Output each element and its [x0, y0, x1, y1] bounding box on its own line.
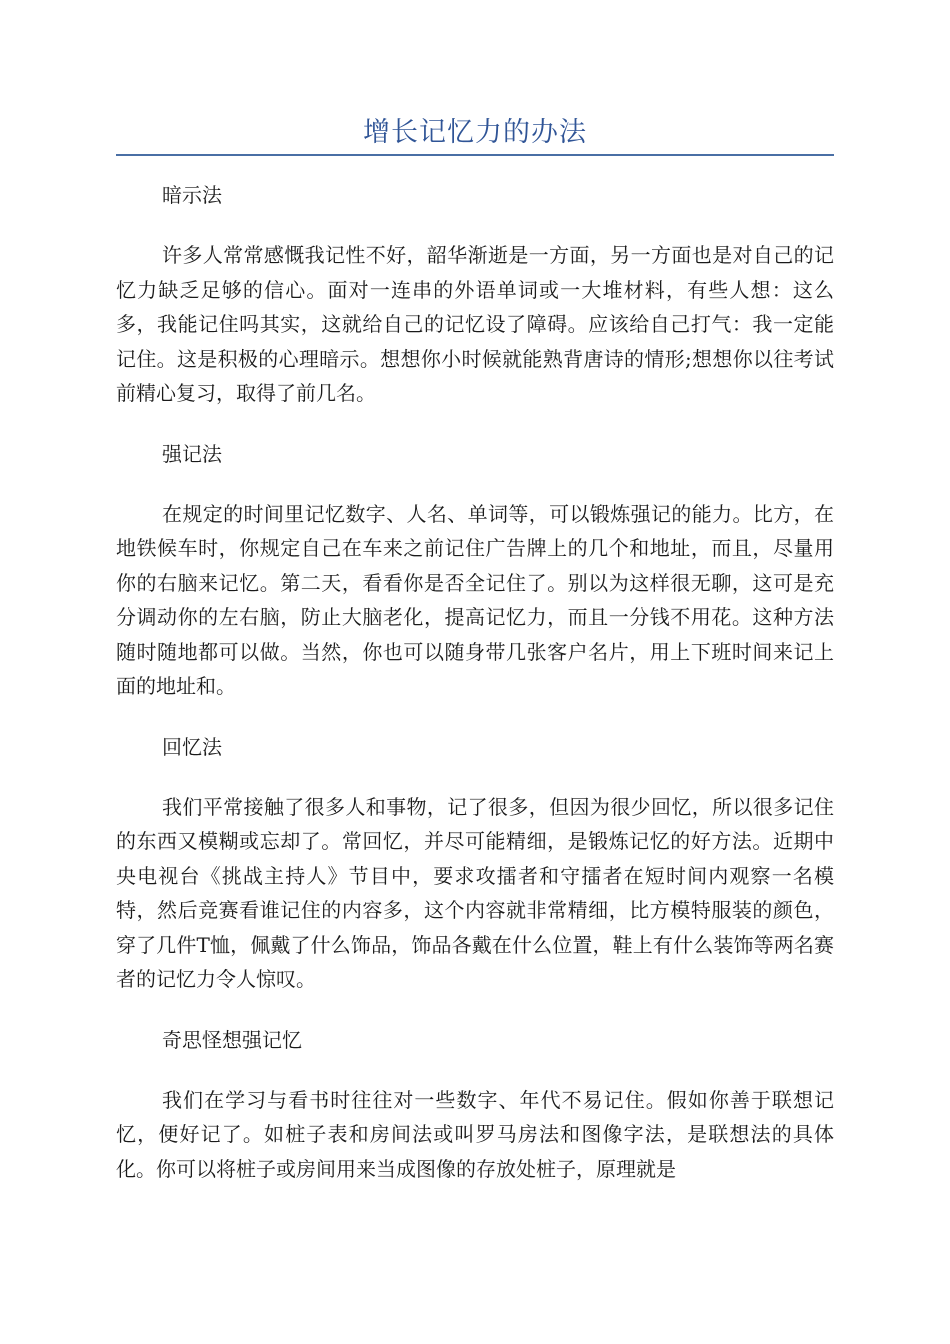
document-body	[116, 178, 834, 1186]
section-paragraph: 在规定的时间里记忆数字、人名、单词等，可以锻炼强记的能力。比方，在地铁候车时，你规定自己在车来之前记住广告牌上的几个和地址，而且，尽量用你的右脑来记忆。第二天，看看你是否全记住了。别以为这样很无聊，这可是充分调动你的左右脑，防止大脑老化，提高记忆力，而且一分钱不用花。这种方法随时随地都可以做。当然，你也可以随身带几张客户名片，用上下班时间来记上面的地址和。	[116, 501, 834, 698]
section-paragraph: 我们平常接触了很多人和事物，记了很多，但因为很少回忆，所以很多记住的东西又模糊或忘却了。常回忆，并尽可能精细，是锻炼记忆的好方法。近期中央电视台《挑战主持人》节目中，要求攻擂者和守擂者在短时间内观察一名模特，然后竞赛看谁记住的内容多，这个内容就非常精细，比方模特服装的颜色，穿了几件T恤，佩戴了什么饰品，饰品各戴在什么位置，鞋上有什么装饰等两名赛者的记忆力令人惊叹。	[116, 794, 834, 991]
section-heading: 暗示法	[162, 183, 222, 207]
section-suggestion-method	[116, 178, 834, 437]
document-title: 增长记忆力的办法	[363, 117, 587, 148]
section-heading: 奇思怪想强记忆	[162, 1027, 302, 1052]
section-imagination-method	[116, 1023, 834, 1187]
section-heading: 回忆法	[162, 734, 222, 759]
section-heading: 强记法	[162, 441, 222, 466]
section-recall-method	[116, 730, 834, 1023]
section-forced-memory-method	[116, 437, 834, 730]
section-paragraph: 许多人常常感慨我记性不好，韶华渐逝是一方面，另一方面也是对自己的记忆力缺乏足够的信心。面对一连串的外语单词或一大堆材料，有些人想：这么多，我能记住吗其实，这就给自己的记忆设了障碍。应该给自己打气：我一定能记住。这是积极的心理暗示。想想你小时候就能熟背唐诗的情形;想想你以往考试前精心复习，取得了前几名。	[116, 243, 834, 405]
document-page	[116, 0, 834, 1186]
title-underline	[116, 154, 834, 156]
section-paragraph: 我们在学习与看书时往往对一些数字、年代不易记住。假如你善于联想记忆，便好记了。如桩子表和房间法或叫罗马房法和图像字法，是联想法的具体化。你可以将桩子或房间用来当成图像的存放处桩子，原理就是	[116, 1087, 834, 1181]
